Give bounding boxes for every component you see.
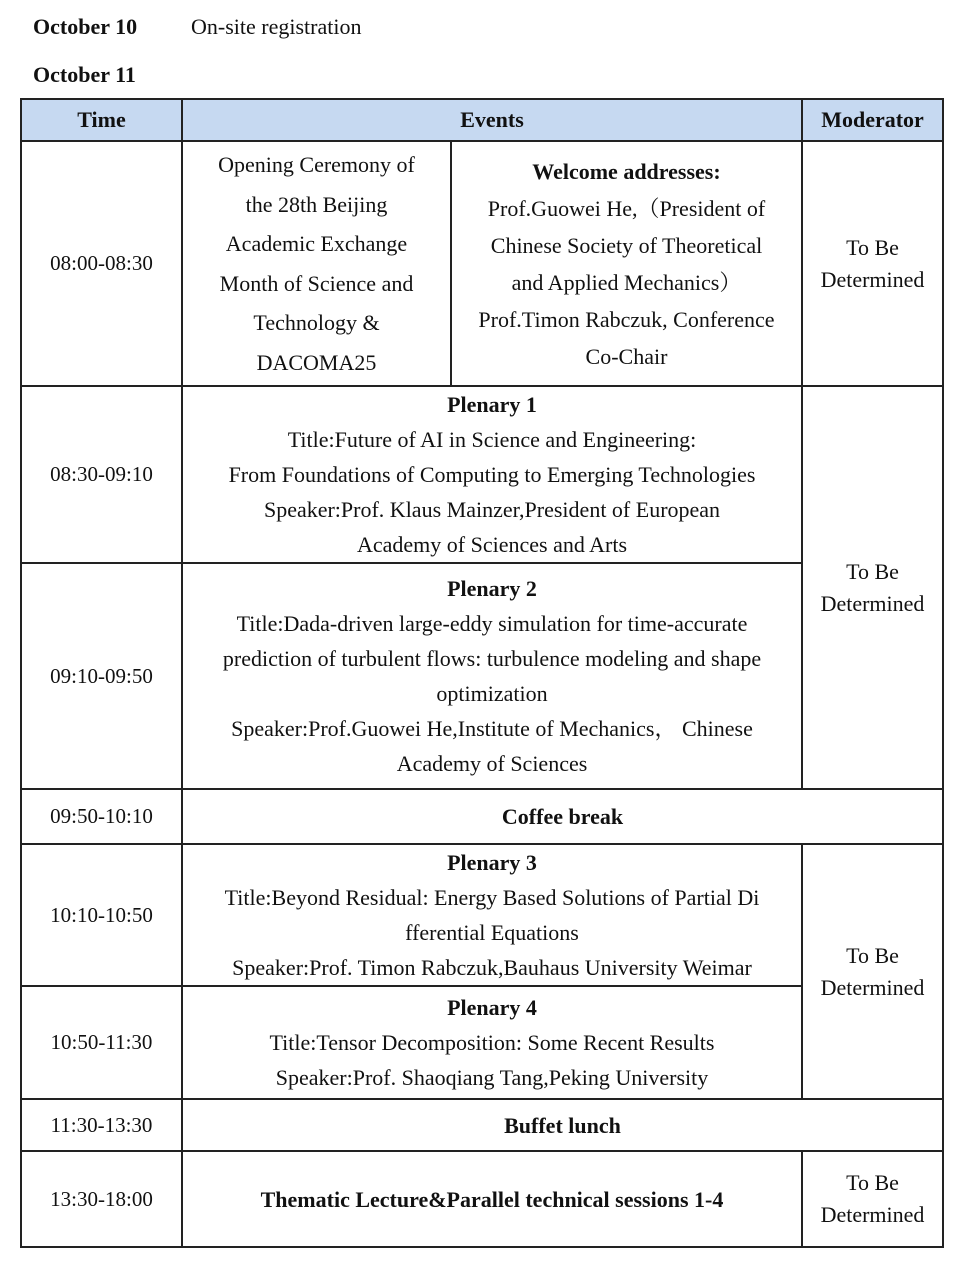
cell-line: Speaker:Prof. Klaus Mainzer,President of European xyxy=(263,497,721,522)
plenary-title: Plenary 4 xyxy=(447,995,537,1020)
time-cell: 10:10-10:50 xyxy=(21,844,182,986)
plenary-2-cell xyxy=(182,563,802,789)
time-cell: 08:00-08:30 xyxy=(21,141,182,386)
moderator-cell xyxy=(802,1151,943,1247)
welcome-title: Welcome addresses: xyxy=(532,158,721,184)
cell-line: fferential Equations xyxy=(405,920,579,945)
table-row xyxy=(21,1099,943,1151)
time-cell: 11:30-13:30 xyxy=(21,1099,182,1151)
cell-line: From Foundations of Computing to Emerging Technologies xyxy=(228,462,756,487)
time-cell: 09:10-09:50 xyxy=(21,563,182,789)
coffee-break-cell: Coffee break xyxy=(182,789,943,844)
cell-line: DACOMA25 xyxy=(256,349,377,375)
table-row xyxy=(21,1151,943,1247)
header-time: Time xyxy=(21,99,182,141)
time-cell: 13:30-18:00 xyxy=(21,1151,182,1247)
plenary-title: Plenary 2 xyxy=(447,576,537,601)
moderator-line: Determined xyxy=(820,266,925,292)
header-events: Events xyxy=(182,99,802,141)
moderator-cell xyxy=(802,844,943,1099)
time-cell: 08:30-09:10 xyxy=(21,386,182,563)
opening-ceremony-cell xyxy=(182,141,451,386)
plenary-3-cell xyxy=(182,844,802,986)
cell-line: Prof.Timon Rabczuk, Conference xyxy=(478,306,775,332)
header-moderator: Moderator xyxy=(802,99,943,141)
cell-line: Chinese Society of Theoretical xyxy=(490,232,763,258)
day-heading-october-11 xyxy=(33,62,136,88)
time-cell: 09:50-10:10 xyxy=(21,789,182,844)
moderator-line: Determined xyxy=(820,974,925,1000)
day-date: October 11 xyxy=(33,62,136,87)
welcome-addresses-cell xyxy=(451,141,802,386)
cell-line: the 28th Beijing xyxy=(245,191,388,217)
cell-line: Speaker:Prof. Shaoqiang Tang,Peking University xyxy=(275,1065,709,1090)
table-row xyxy=(21,789,943,844)
cell-line: Academy of Sciences and Arts xyxy=(356,532,628,557)
cell-line: Title:Beyond Residual: Energy Based Solutions of Partial Di xyxy=(224,885,760,910)
cell-line: Co-Chair xyxy=(585,343,668,369)
plenary-title: Plenary 1 xyxy=(447,392,537,417)
cell-line: optimization xyxy=(436,681,548,706)
cell-line: Month of Science and xyxy=(219,270,414,296)
moderator-line: To Be xyxy=(846,942,899,968)
cell-line: Title:Dada-driven large-eddy simulation for time-accurate xyxy=(236,611,748,636)
table-row xyxy=(21,386,943,563)
buffet-lunch-cell: Buffet lunch xyxy=(182,1099,943,1151)
cell-line: Title:Tensor Decomposition: Some Recent Results xyxy=(269,1030,715,1055)
schedule-table xyxy=(20,98,944,1248)
time-cell: 10:50-11:30 xyxy=(21,986,182,1099)
plenary-1-cell xyxy=(182,386,802,563)
moderator-line: To Be xyxy=(846,1170,899,1195)
table-row xyxy=(21,844,943,986)
cell-line: Prof.Guowei He,（President of xyxy=(487,195,766,221)
moderator-cell xyxy=(802,141,943,386)
day-description: On-site registration xyxy=(191,14,362,39)
cell-line: Speaker:Prof.Guowei He,Institute of Mechanics， Chinese xyxy=(231,716,753,741)
day-date: October 10 xyxy=(33,14,138,39)
day-heading-october-10 xyxy=(33,14,362,40)
cell-line: Technology & xyxy=(253,310,380,335)
cell-line: Speaker:Prof. Timon Rabczuk,Bauhaus University Weimar xyxy=(232,955,752,980)
cell-line: Title:Future of AI in Science and Engineering: xyxy=(287,427,697,452)
cell-line: Academy of Sciences xyxy=(396,751,588,776)
moderator-line: To Be xyxy=(846,234,899,260)
moderator-line: To Be xyxy=(846,558,899,584)
moderator-line: Determined xyxy=(820,590,925,616)
plenary-title: Plenary 3 xyxy=(447,850,537,875)
cell-line: Academic Exchange xyxy=(225,231,408,256)
moderator-cell xyxy=(802,386,943,789)
cell-line: Opening Ceremony of xyxy=(218,152,415,177)
table-row xyxy=(21,141,943,386)
moderator-line: Determined xyxy=(820,1202,925,1227)
thematic-lecture-cell: Thematic Lecture&Parallel technical sessions 1-4 xyxy=(182,1151,802,1247)
table-header-row xyxy=(21,99,943,141)
plenary-4-cell xyxy=(182,986,802,1099)
cell-line: prediction of turbulent flows: turbulence modeling and shape xyxy=(222,646,762,671)
cell-line: and Applied Mechanics） xyxy=(511,269,742,295)
